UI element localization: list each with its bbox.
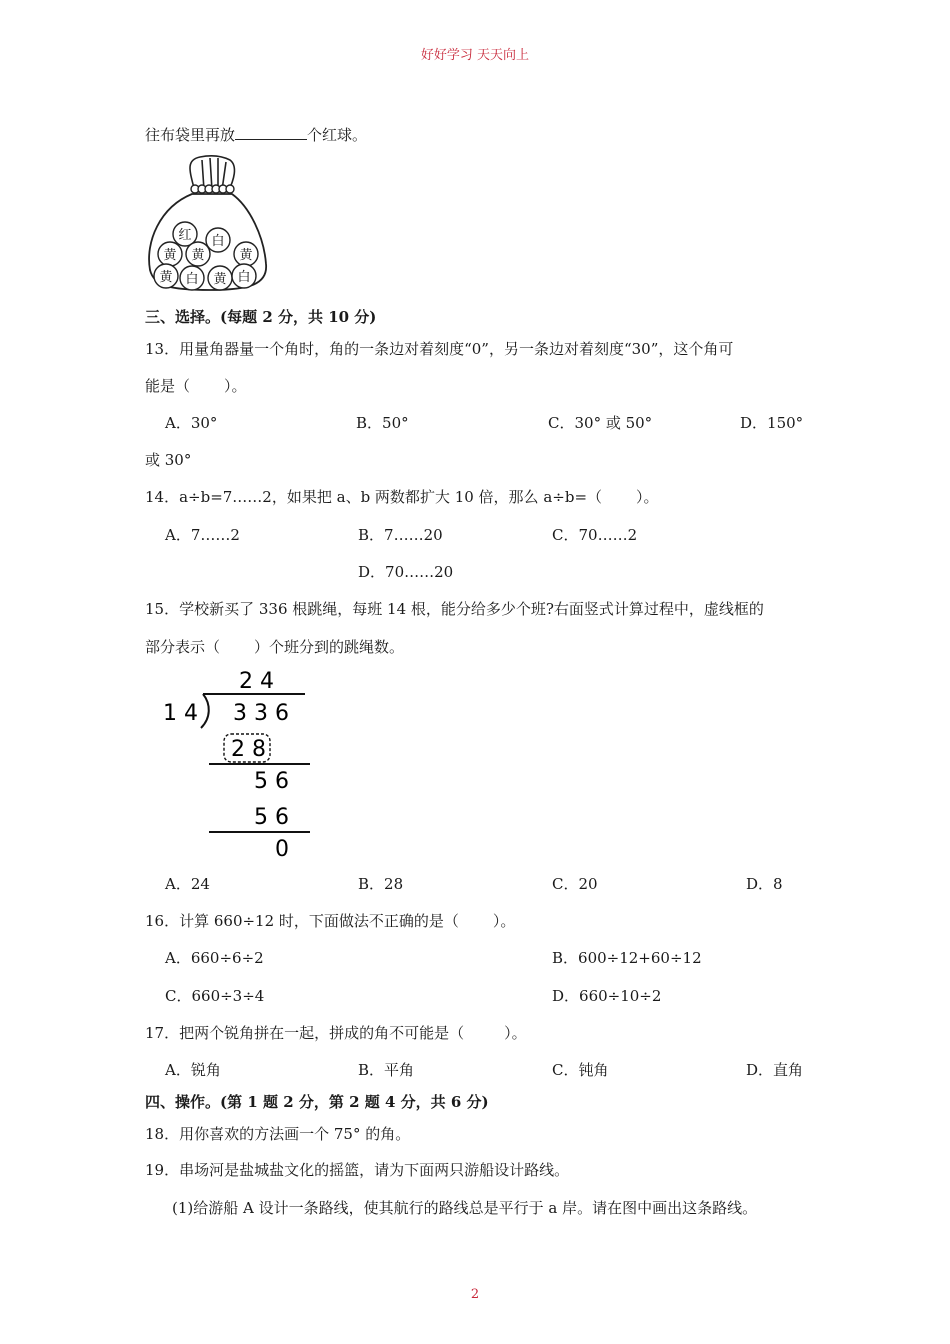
q15-line1: 15．学校新买了 336 根跳绳，每班 14 根，能分给多少个班?右面竖式计算过程中，虚线框的: [145, 600, 764, 618]
q14-option-d[interactable]: D．70……20: [358, 563, 454, 581]
q17-option-a[interactable]: A．锐角: [165, 1061, 221, 1079]
q13-option-b[interactable]: B．50°: [356, 414, 409, 432]
division-divisor: 1 4: [163, 701, 198, 726]
q16-option-d[interactable]: D．660÷10÷2: [552, 987, 662, 1005]
q14-text-start: 14．a÷b=7……2，如果把 a、b 两数都扩大 10 倍，那么 a÷b=（: [145, 488, 603, 506]
ball-4-label: 黄: [191, 248, 205, 263]
division-dividend: 3 3 6: [233, 701, 289, 726]
q14-question: [145, 486, 659, 507]
section3-title: 三、选择。(每题 2 分，共 10 分): [145, 308, 377, 326]
q17-question: [145, 1022, 527, 1043]
ball-5-label: 黄: [239, 248, 253, 263]
ball-9-label: 白: [237, 270, 251, 285]
bag-tie: [191, 185, 234, 193]
page-header: 好好学习 天天向上: [420, 48, 530, 63]
ball-2-label: 白: [211, 234, 225, 249]
long-division-figure: [155, 662, 320, 862]
q12-answer-blank[interactable]: [235, 125, 307, 140]
ball-6-label: 黄: [159, 270, 173, 285]
q16-option-a[interactable]: A．660÷6÷2: [165, 949, 264, 967]
q12-continuation: [145, 124, 367, 145]
ball-3-label: 黄: [163, 248, 177, 263]
division-step3-product: 5 6: [254, 805, 289, 830]
division-quotient: 2 4: [239, 669, 274, 694]
q16-option-c[interactable]: C．660÷3÷4: [165, 987, 265, 1005]
section4-title: 四、操作。(第 1 题 2 分，第 2 题 4 分，共 6 分): [145, 1093, 489, 1111]
q13-option-d[interactable]: D．150°: [740, 414, 804, 432]
q17-option-b[interactable]: B．平角: [358, 1061, 415, 1079]
q13-line2: [145, 375, 247, 396]
ball-bag-figure: [140, 152, 270, 294]
division-final-remainder: 0: [275, 837, 289, 862]
q15-option-b[interactable]: B．28: [358, 875, 404, 893]
q15-line2-end: ）个班分到的跳绳数。: [254, 638, 405, 656]
q13-line2-end: ）。: [224, 377, 247, 395]
q15-line2-start: 部分表示（: [145, 638, 221, 656]
q12-text-after: 个红球。: [307, 126, 368, 144]
q13-line1: 13．用量角器量一个角时，角的一条边对着刻度“0”，另一条边对着刻度“30”，这个角可: [145, 340, 734, 358]
q17-option-d[interactable]: D．直角: [746, 1061, 804, 1079]
q15-line2: [145, 636, 404, 657]
page-number: 2: [470, 1287, 480, 1302]
q15-option-a[interactable]: A．24: [165, 875, 210, 893]
q16-text-end: ）。: [492, 912, 516, 930]
q12-text-before: 往布袋里再放: [145, 126, 236, 144]
q14-option-b[interactable]: B．7……20: [358, 526, 443, 544]
q18-question: 18．用你喜欢的方法画一个 75° 的角。: [145, 1125, 411, 1143]
division-bracket: [201, 694, 209, 728]
q17-text-start: 17．把两个锐角拼在一起，拼成的角不可能是（: [145, 1024, 465, 1042]
q16-text-start: 16．计算 660÷12 时，下面做法不正确的是（: [145, 912, 459, 930]
ball-8-label: 黄: [213, 272, 227, 287]
q13-line2-start: 能是（: [145, 377, 191, 395]
q16-question: [145, 910, 515, 931]
q14-option-c[interactable]: C．70……2: [552, 526, 638, 544]
q16-option-b[interactable]: B．600÷12+60÷12: [552, 949, 702, 967]
division-step1-product: 2 8: [231, 737, 266, 762]
q19-subquestion-1: (1)给游船 A 设计一条路线，使其航行的路线总是平行于 a 岸。请在图中画出这条路线。: [172, 1199, 758, 1217]
q19-question: 19．串场河是盐城盐文化的摇篮，请为下面两只游船设计路线。: [145, 1161, 570, 1179]
q14-option-a[interactable]: A．7……2: [165, 526, 240, 544]
q13-option-d-wrap: 或 30°: [145, 451, 192, 469]
division-step2-remainder: 5 6: [254, 769, 289, 794]
q17-option-c[interactable]: C．钝角: [552, 1061, 609, 1079]
q13-option-a[interactable]: A．30°: [165, 414, 218, 432]
q15-option-c[interactable]: C．20: [552, 875, 598, 893]
q13-option-c[interactable]: C．30° 或 50°: [548, 414, 653, 432]
ball-7-label: 白: [185, 272, 199, 287]
q15-option-d[interactable]: D．8: [746, 875, 783, 893]
ball-1-label: 红: [178, 228, 192, 243]
q14-text-end: ）。: [636, 488, 659, 506]
q17-text-end: ）。: [504, 1024, 527, 1042]
